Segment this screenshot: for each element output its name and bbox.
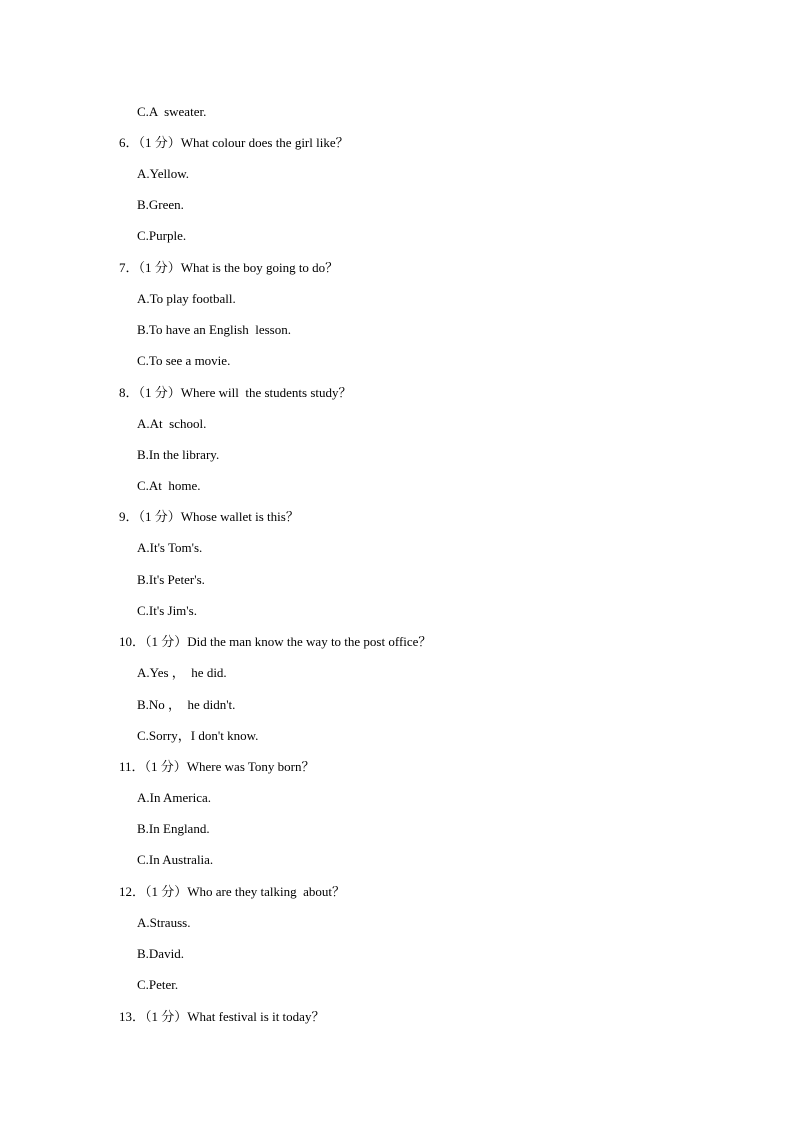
option-8b: B.In the library. [137, 447, 220, 462]
option-11a: A.In America. [137, 790, 212, 805]
option-12b: B.David. [137, 946, 184, 961]
option-11c: C.In Australia. [137, 852, 214, 867]
option-8c: C.At home. [137, 478, 201, 493]
option-10a: A.Yes ， he did. [137, 665, 227, 680]
option-10c: C.Sorry，I don't know. [137, 728, 259, 743]
option-7b: B.To have an English lesson. [137, 322, 291, 337]
option-7a: A.To play football. [137, 291, 236, 306]
option-7c: C.To see a movie. [137, 353, 231, 368]
question-9: 9．（1 分）Whose wallet is this？ [119, 509, 299, 524]
option-5c: C.A sweater. [137, 104, 207, 119]
option-11b: B.In England. [137, 821, 210, 836]
option-6b: B.Green. [137, 197, 184, 212]
option-9a: A.It's Tom's. [137, 540, 203, 555]
option-12c: C.Peter. [137, 977, 179, 992]
option-6a: A.Yellow. [137, 166, 190, 181]
question-13: 13．（1 分）What festival is it today？ [119, 1009, 325, 1024]
question-6: 6．（1 分）What colour does the girl like？ [119, 135, 349, 150]
option-6c: C.Purple. [137, 228, 187, 243]
option-8a: A.At school. [137, 416, 207, 431]
option-9c: C.It's Jim's. [137, 603, 197, 618]
question-8: 8．（1 分）Where will the students study？ [119, 385, 352, 400]
question-7: 7．（1 分）What is the boy going to do？ [119, 260, 339, 275]
option-10b: B.No ， he didn't. [137, 697, 236, 712]
option-9b: B.It's Peter's. [137, 572, 205, 587]
option-12a: A.Strauss. [137, 915, 191, 930]
question-11: 11．（1 分）Where was Tony born？ [119, 759, 315, 774]
question-12: 12．（1 分）Who are they talking about？ [119, 884, 346, 899]
question-10: 10．（1 分）Did the man know the way to the post office？ [119, 634, 432, 649]
